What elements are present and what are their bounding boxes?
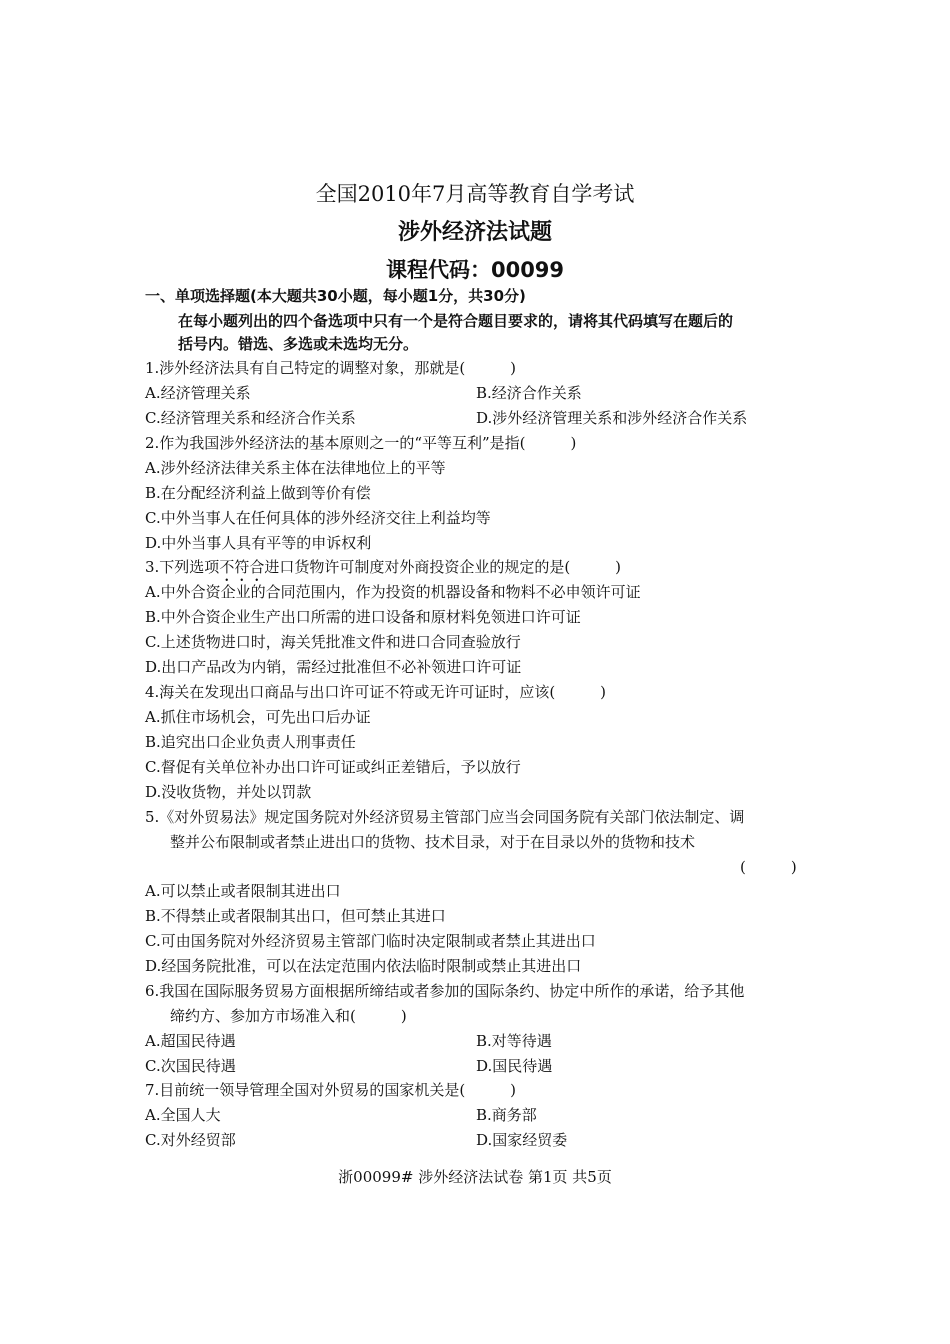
question-5-option-b: B.不得禁止或者限制其出口，但可禁止其进口 xyxy=(145,907,446,925)
question-1-option-c: C.经济管理关系和经济合作关系 xyxy=(145,409,356,427)
question-5-stem-line1: 5.《对外贸易法》规定国务院对外经济贸易主管部门应当会同国务院有关部门依法制定、调 xyxy=(145,808,745,826)
question-3-option-b: B.中外合资企业生产出口所需的进口设备和原材料免领进口许可证 xyxy=(145,608,581,626)
question-2-option-d: D.中外当事人具有平等的申诉权利 xyxy=(145,534,372,552)
question-3-option-c: C.上述货物进口时，海关凭批准文件和进口合同查验放行 xyxy=(145,633,521,651)
section-instruction-line2: 括号内。错选、多选或未选均无分。 xyxy=(178,335,419,353)
question-4-option-c: C.督促有关单位补办出口许可证或纠正差错后，予以放行 xyxy=(145,758,521,776)
question-3-emphasis: 不符合 xyxy=(219,558,265,576)
question-6-stem-line1: 6.我国在国际服务贸易方面根据所缔结或者参加的国际条约、协定中所作的承诺，给予其他 xyxy=(145,982,745,1000)
question-6-option-c: C.次国民待遇 xyxy=(145,1057,236,1075)
question-5-option-a: A.可以禁止或者限制其进出口 xyxy=(145,882,341,900)
question-4-option-a: A.抓住市场机会，可先出口后办证 xyxy=(145,708,371,726)
question-1-option-b: B.经济合作关系 xyxy=(476,384,582,402)
question-5-answer-paren: ( ) xyxy=(740,858,797,876)
question-5-option-c: C.可由国务院对外经济贸易主管部门临时决定限制或者禁止其进出口 xyxy=(145,932,596,950)
question-4-option-b: B.追究出口企业负责人刑事责任 xyxy=(145,733,356,751)
question-6-option-b: B.对等待遇 xyxy=(476,1032,552,1050)
question-7-option-d: D.国家经贸委 xyxy=(476,1131,568,1149)
question-5-stem-line2: 整并公布限制或者禁止进出口的货物、技术目录，对于在目录以外的货物和技术 xyxy=(170,833,696,851)
question-6-option-a: A.超国民待遇 xyxy=(145,1032,236,1050)
question-7-option-c: C.对外经贸部 xyxy=(145,1131,236,1149)
question-4-option-d: D.没收货物，并处以罚款 xyxy=(145,783,312,801)
question-3-stem-after: 进口货物许可制度对外商投资企业的规定的是( ) xyxy=(264,558,622,576)
question-5-option-d: D.经国务院批准，可以在法定范围内依法临时限制或禁止其进出口 xyxy=(145,957,582,975)
question-3-option-a: A.中外合资企业的合同范围内，作为投资的机器设备和物料不必申领许可证 xyxy=(145,583,641,601)
course-code: 课程代码：00099 xyxy=(385,258,565,282)
question-1-stem: 1.涉外经济法具有自己特定的调整对象，那就是( ) xyxy=(145,359,517,377)
question-6-option-d: D.国民待遇 xyxy=(476,1057,553,1075)
question-2-option-a: A.涉外经济法律关系主体在法律地位上的平等 xyxy=(145,459,446,477)
question-2-option-b: B.在分配经济利益上做到等价有偿 xyxy=(145,484,371,502)
question-1-option-a: A.经济管理关系 xyxy=(145,384,251,402)
exam-title: 全国2010年7月高等教育自学考试 xyxy=(315,182,635,206)
question-1-option-d: D.涉外经济管理关系和涉外经济合作关系 xyxy=(476,409,748,427)
page-footer: 浙00099# 涉外经济法试卷 第1页 共5页 xyxy=(338,1168,612,1186)
section-heading: 一、单项选择题(本大题共30小题，每小题1分，共30分) xyxy=(145,287,526,305)
question-7-option-b: B.商务部 xyxy=(476,1106,537,1124)
question-7-option-a: A.全国人大 xyxy=(145,1106,221,1124)
question-4-stem: 4.海关在发现出口商品与出口许可证不符或无许可证时，应该( ) xyxy=(145,683,607,701)
question-2-stem: 2.作为我国涉外经济法的基本原则之一的“平等互利”是指( ) xyxy=(145,434,577,452)
question-3-option-d: D.出口产品改为内销，需经过批准但不必补领进口许可证 xyxy=(145,658,522,676)
section-instruction-line1: 在每小题列出的四个备选项中只有一个是符合题目要求的，请将其代码填写在题后的 xyxy=(178,312,734,330)
question-2-option-c: C.中外当事人在任何具体的涉外经济交往上利益均等 xyxy=(145,509,491,527)
question-6-stem-line2: 缔约方、参加方市场准入和( ) xyxy=(170,1007,407,1025)
subject-title: 涉外经济法试题 xyxy=(397,220,552,245)
question-7-stem: 7.目前统一领导管理全国对外贸易的国家机关是( ) xyxy=(145,1081,517,1099)
question-3-stem-before: 3.下列选项 xyxy=(145,558,220,576)
